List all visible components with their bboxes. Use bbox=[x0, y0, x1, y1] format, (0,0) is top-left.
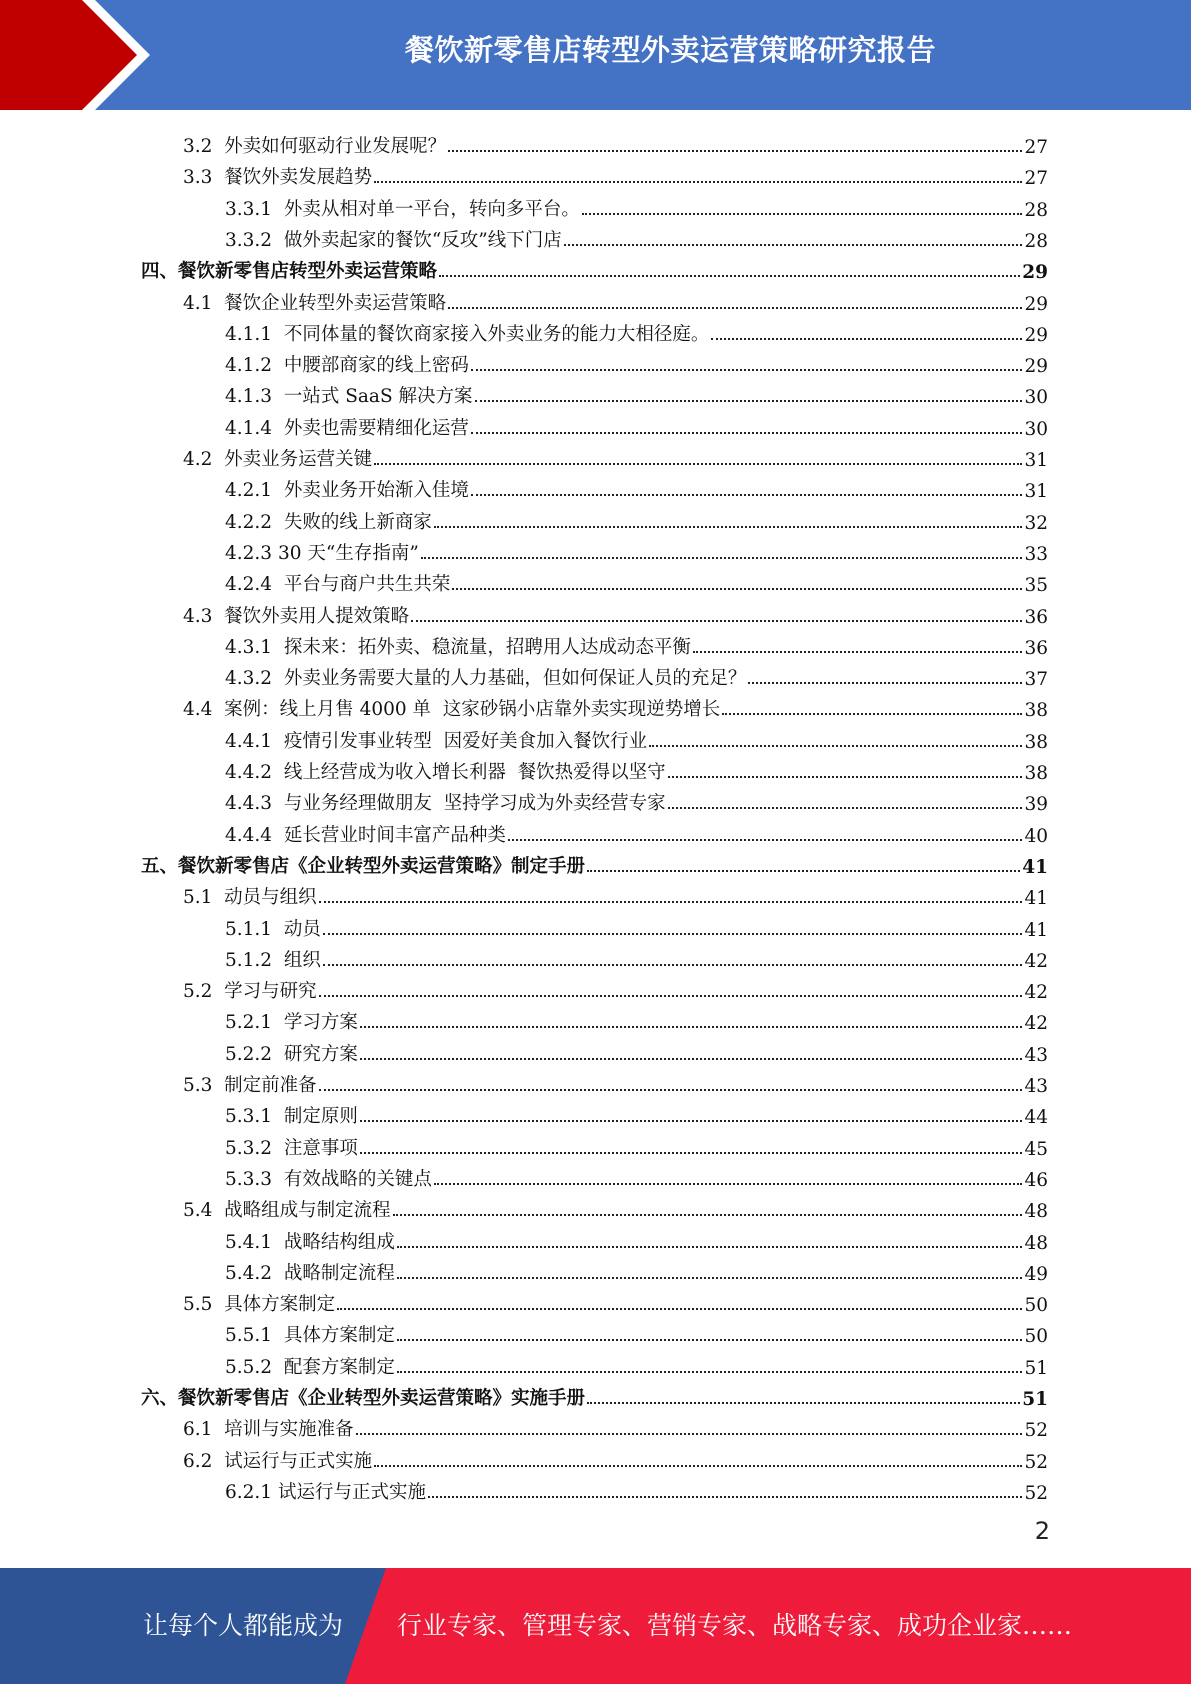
toc-entry-label: 4.2.3 30 天“生存指南” bbox=[225, 542, 419, 564]
toc-entry[interactable] bbox=[141, 847, 1048, 878]
toc-entry[interactable] bbox=[225, 1003, 1048, 1034]
toc-entry-page: 40 bbox=[1024, 825, 1048, 847]
toc-entry-label: 6.1 培训与实施准备 bbox=[183, 1419, 354, 1441]
toc-dot-leader bbox=[397, 1371, 1023, 1373]
toc-entry[interactable] bbox=[225, 190, 1048, 221]
toc-entry-page: 51 bbox=[1022, 1389, 1048, 1410]
toc-dot-leader bbox=[439, 275, 1020, 277]
toc-dot-leader bbox=[587, 870, 1020, 872]
toc-entry[interactable] bbox=[141, 1379, 1048, 1410]
toc-entry-label: 5.2 学习与研究 bbox=[183, 981, 317, 1003]
toc-entry-label: 4.3 餐饮外卖用人提效策略 bbox=[183, 605, 410, 627]
toc-entry-page: 44 bbox=[1024, 1107, 1048, 1129]
toc-entry-label: 六、餐饮新零售店《企业转型外卖运营策略》实施手册 bbox=[141, 1388, 586, 1409]
toc-entry-label: 4.3.2 外卖业务需要大量的人力基础，但如何保证人员的充足？ bbox=[225, 668, 747, 690]
toc-entry[interactable] bbox=[225, 1473, 1048, 1504]
toc-entry[interactable] bbox=[225, 503, 1048, 534]
toc-entry-label: 5.2.1 学习方案 bbox=[225, 1012, 358, 1034]
toc-entry[interactable] bbox=[183, 1410, 1048, 1441]
toc-dot-leader bbox=[323, 933, 1023, 935]
toc-entry[interactable] bbox=[225, 409, 1048, 440]
toc-entry-label: 5.3.3 有效战略的关键点 bbox=[225, 1168, 432, 1190]
toc-dot-leader bbox=[711, 338, 1022, 340]
toc-entry[interactable] bbox=[225, 1254, 1048, 1285]
toc-entry-label: 4.1.4 外卖也需要精细化运营 bbox=[225, 417, 469, 439]
toc-entry-label: 3.3 餐饮外卖发展趋势 bbox=[183, 167, 373, 189]
toc-entry[interactable] bbox=[225, 816, 1048, 847]
toc-entry[interactable] bbox=[183, 972, 1048, 1003]
toc-dot-leader bbox=[319, 901, 1023, 903]
toc-entry-label: 4.2.4 平台与商户共生共荣 bbox=[225, 574, 451, 596]
toc-dot-leader bbox=[668, 776, 1023, 778]
toc-entry[interactable] bbox=[183, 690, 1048, 721]
toc-entry-label: 3.3.1 外卖从相对单一平台，转向多平台。 bbox=[225, 198, 580, 220]
toc-entry[interactable] bbox=[183, 284, 1048, 315]
toc-entry[interactable] bbox=[183, 1191, 1048, 1222]
toc-entry-label: 5.3.1 制定原则 bbox=[225, 1106, 358, 1128]
toc-entry-page: 36 bbox=[1024, 637, 1048, 659]
toc-entry-page: 51 bbox=[1024, 1357, 1048, 1379]
toc-dot-leader bbox=[475, 400, 1023, 402]
toc-dot-leader bbox=[374, 463, 1022, 465]
toc-entry[interactable] bbox=[225, 753, 1048, 784]
toc-entry-page: 45 bbox=[1024, 1138, 1048, 1160]
toc-dot-leader bbox=[448, 150, 1022, 152]
toc-entry-page: 52 bbox=[1024, 1451, 1048, 1473]
toc-entry[interactable] bbox=[183, 1285, 1048, 1316]
toc-entry-label: 5.3.2 注意事项 bbox=[225, 1137, 358, 1159]
toc-entry-label: 5.4 战略组成与制定流程 bbox=[183, 1200, 391, 1222]
toc-dot-leader bbox=[471, 369, 1023, 371]
toc-entry-page: 38 bbox=[1024, 763, 1048, 784]
toc-entry-label: 5.3 制定前准备 bbox=[183, 1075, 317, 1096]
toc-entry[interactable] bbox=[183, 1066, 1048, 1097]
toc-dot-leader bbox=[360, 1058, 1023, 1060]
toc-dot-leader bbox=[434, 526, 1023, 528]
footer-slogan-left: 让每个人都能成为 bbox=[143, 1611, 344, 1640]
toc-dot-leader bbox=[649, 745, 1022, 747]
toc-entry[interactable] bbox=[183, 878, 1048, 909]
toc-entry-label: 4.3.1 探未来：拓外卖、稳流量，招聘用人达成动态平衡 bbox=[225, 636, 691, 658]
toc-entry-label: 4.1.1 不同体量的餐饮商家接入外卖业务的能力大相径庭。 bbox=[225, 323, 710, 345]
toc-entry[interactable] bbox=[183, 1442, 1048, 1473]
toc-dot-leader bbox=[693, 651, 1023, 653]
toc-entry[interactable] bbox=[183, 440, 1048, 471]
toc-entry-page: 33 bbox=[1024, 543, 1048, 565]
toc-entry-label: 4.1 餐饮企业转型外卖运营策略 bbox=[183, 292, 447, 314]
toc-entry[interactable] bbox=[225, 722, 1048, 753]
toc-dot-leader bbox=[374, 181, 1022, 183]
toc-entry[interactable] bbox=[225, 346, 1048, 377]
toc-entry[interactable] bbox=[225, 1097, 1048, 1128]
toc-entry-page: 37 bbox=[1024, 669, 1048, 691]
toc-entry-page: 50 bbox=[1024, 1326, 1048, 1348]
toc-entry-page: 41 bbox=[1024, 919, 1048, 941]
toc-entry-page: 52 bbox=[1024, 1482, 1048, 1504]
toc-entry-page: 29 bbox=[1024, 324, 1048, 346]
toc-dot-leader bbox=[722, 713, 1022, 715]
toc-dot-leader bbox=[360, 1120, 1023, 1122]
toc-entry[interactable] bbox=[225, 377, 1048, 408]
toc-entry-label: 5.4.2 战略制定流程 bbox=[225, 1262, 395, 1284]
toc-entry-page: 42 bbox=[1024, 950, 1048, 972]
toc-entry-label: 4.4.4 延长营业时间丰富产品种类 bbox=[225, 824, 506, 846]
toc-entry-page: 48 bbox=[1024, 1232, 1048, 1254]
toc-dot-leader bbox=[337, 1308, 1022, 1310]
toc-entry[interactable] bbox=[225, 221, 1048, 252]
toc-entry-label: 5.5.1 具体方案制定 bbox=[225, 1325, 395, 1347]
toc-entry-label: 6.2 试运行与正式实施 bbox=[183, 1450, 373, 1472]
toc-entry[interactable] bbox=[183, 158, 1048, 189]
toc-dot-leader bbox=[448, 307, 1022, 309]
toc-dot-leader bbox=[508, 839, 1023, 841]
toc-entry-label: 5.5 具体方案制定 bbox=[183, 1294, 336, 1316]
toc-entry[interactable] bbox=[225, 941, 1048, 972]
toc-entry-label: 5.2.2 研究方案 bbox=[225, 1043, 358, 1065]
toc-entry[interactable] bbox=[141, 252, 1048, 283]
toc-entry-page: 27 bbox=[1024, 168, 1048, 190]
toc-entry[interactable] bbox=[225, 628, 1048, 659]
toc-entry-page: 43 bbox=[1024, 1044, 1048, 1066]
toc-dot-leader bbox=[471, 432, 1023, 434]
toc-entry[interactable] bbox=[225, 1160, 1048, 1191]
toc-entry[interactable] bbox=[225, 1223, 1048, 1254]
toc-entry[interactable] bbox=[183, 597, 1048, 628]
toc-entry-label: 4.2.2 失败的线上新商家 bbox=[225, 511, 432, 533]
toc-entry-label: 3.3.2 做外卖起家的餐饮“反攻”线下门店 bbox=[225, 229, 562, 251]
toc-entry[interactable] bbox=[225, 784, 1048, 815]
toc-entry[interactable] bbox=[225, 659, 1048, 690]
toc-dot-leader bbox=[564, 244, 1023, 246]
toc-entry-page: 29 bbox=[1024, 356, 1048, 378]
toc-entry-label: 5.1.1 动员 bbox=[225, 918, 321, 940]
toc-dot-leader bbox=[471, 494, 1023, 496]
toc-entry-page: 29 bbox=[1022, 262, 1048, 284]
toc-entry-page: 43 bbox=[1024, 1076, 1048, 1097]
toc-dot-leader bbox=[428, 1496, 1022, 1498]
toc-entry-page: 38 bbox=[1024, 731, 1048, 753]
page-header bbox=[0, 0, 1191, 110]
toc-entry-label: 5.4.1 战略结构组成 bbox=[225, 1231, 395, 1253]
toc-entry-page: 41 bbox=[1022, 856, 1048, 878]
toc-dot-leader bbox=[587, 1402, 1020, 1404]
toc-entry-label: 4.4.3 与业务经理做朋友 坚持学习成为外卖经营专家 bbox=[225, 793, 666, 815]
toc-dot-leader bbox=[397, 1339, 1023, 1341]
toc-entry-page: 48 bbox=[1024, 1201, 1048, 1223]
toc-entry-label: 4.2 外卖业务运营关键 bbox=[183, 449, 373, 470]
toc-dot-leader bbox=[434, 1183, 1023, 1185]
toc-entry-label: 6.2.1 试运行与正式实施 bbox=[225, 1481, 426, 1503]
toc-entry-label: 4.4.1 疫情引发事业转型 因爱好美食加入餐饮行业 bbox=[225, 730, 648, 752]
toc-entry-page: 29 bbox=[1024, 293, 1048, 315]
toc-dot-leader bbox=[668, 807, 1023, 809]
toc-dot-leader bbox=[411, 620, 1022, 622]
toc-entry-page: 30 bbox=[1024, 387, 1048, 409]
toc-entry[interactable] bbox=[225, 1348, 1048, 1379]
toc-entry-page: 50 bbox=[1024, 1295, 1048, 1317]
toc-entry-page: 30 bbox=[1024, 418, 1048, 440]
toc-entry-label: 3.2 外卖如何驱动行业发展呢？ bbox=[183, 136, 447, 157]
toc-entry[interactable] bbox=[225, 565, 1048, 596]
toc-dot-leader bbox=[360, 1152, 1023, 1154]
toc-entry[interactable] bbox=[225, 471, 1048, 502]
toc-dot-leader bbox=[356, 1433, 1023, 1435]
toc-dot-leader bbox=[748, 682, 1022, 684]
toc-dot-leader bbox=[397, 1277, 1023, 1279]
page-footer bbox=[0, 1568, 1191, 1684]
toc-entry-label: 四、餐饮新零售店转型外卖运营策略 bbox=[141, 261, 438, 283]
toc-entry-page: 42 bbox=[1024, 1013, 1048, 1035]
toc-entry-label: 5.1.2 组织 bbox=[225, 949, 321, 971]
toc-entry-page: 41 bbox=[1024, 888, 1048, 910]
toc-entry-label: 4.1.3 一站式 SaaS 解决方案 bbox=[225, 386, 473, 408]
page-number: 2 bbox=[1034, 1517, 1050, 1545]
toc-dot-leader bbox=[452, 588, 1022, 590]
toc-entry-page: 31 bbox=[1024, 481, 1048, 503]
toc-entry-page: 39 bbox=[1024, 794, 1048, 816]
toc-entry-page: 49 bbox=[1024, 1263, 1048, 1285]
toc-dot-leader bbox=[374, 1465, 1022, 1467]
footer-slogan-right: 行业专家、管理专家、营销专家、战略专家、成功企业家…… bbox=[397, 1611, 1073, 1640]
toc-entry[interactable] bbox=[225, 1035, 1048, 1066]
toc-entry-page: 36 bbox=[1024, 606, 1048, 628]
toc-entry-page: 28 bbox=[1024, 230, 1048, 252]
toc-entry-page: 38 bbox=[1024, 700, 1048, 722]
toc-entry-page: 27 bbox=[1024, 137, 1048, 158]
toc-dot-leader bbox=[360, 1026, 1023, 1028]
toc-entry[interactable] bbox=[225, 1129, 1048, 1160]
toc-entry-label: 4.4.2 线上经营成为收入增长利器 餐饮热爱得以坚守 bbox=[225, 762, 666, 783]
toc-entry-label: 5.1 动员与组织 bbox=[183, 887, 317, 909]
toc-entry-page: 46 bbox=[1024, 1169, 1048, 1191]
toc-entry-label: 4.2.1 外卖业务开始渐入佳境 bbox=[225, 480, 469, 502]
toc-entry-label: 5.5.2 配套方案制定 bbox=[225, 1356, 395, 1378]
toc-entry-page: 52 bbox=[1024, 1420, 1048, 1442]
toc-entry[interactable] bbox=[183, 127, 1048, 158]
toc-dot-leader bbox=[319, 1089, 1023, 1091]
toc-entry-label: 五、餐饮新零售店《企业转型外卖运营策略》制定手册 bbox=[141, 855, 586, 877]
toc-entry-page: 35 bbox=[1024, 575, 1048, 597]
toc-dot-leader bbox=[421, 557, 1023, 559]
toc-entry-page: 31 bbox=[1024, 450, 1048, 471]
toc-dot-leader bbox=[323, 964, 1023, 966]
toc-dot-leader bbox=[393, 1214, 1023, 1216]
toc-entry-label: 4.4 案例：线上月售 4000 单 这家砂锅小店靠外卖实现逆势增长 bbox=[183, 699, 721, 721]
toc-entry[interactable] bbox=[225, 1316, 1048, 1347]
toc-entry-label: 4.1.2 中腰部商家的线上密码 bbox=[225, 355, 469, 377]
toc-dot-leader bbox=[319, 995, 1023, 997]
toc-dot-leader bbox=[397, 1246, 1023, 1248]
toc-entry-page: 42 bbox=[1024, 982, 1048, 1004]
toc-entry[interactable] bbox=[225, 534, 1048, 565]
toc-entry-page: 32 bbox=[1024, 512, 1048, 534]
toc-entry[interactable] bbox=[225, 315, 1048, 346]
toc-entry[interactable] bbox=[225, 910, 1048, 941]
document-title: 餐饮新零售店转型外卖运营策略研究报告 bbox=[404, 33, 936, 67]
toc-entry-page: 28 bbox=[1024, 199, 1048, 221]
toc-dot-leader bbox=[582, 213, 1023, 215]
